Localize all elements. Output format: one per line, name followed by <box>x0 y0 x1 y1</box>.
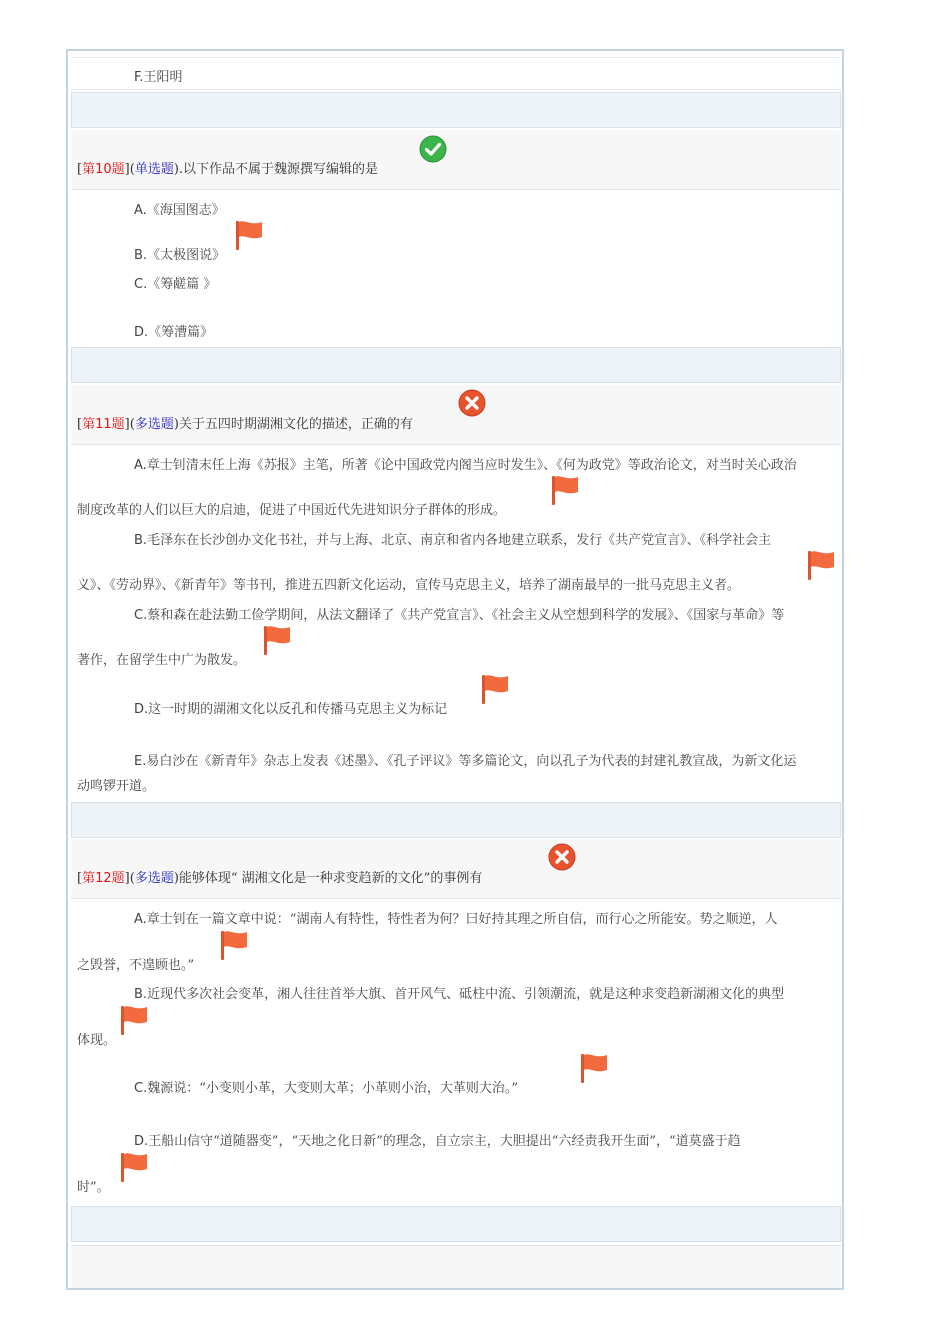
option-b[interactable]: B.《太极图说》 <box>134 248 226 263</box>
option-a[interactable]: A.《海国图志》 <box>134 203 225 218</box>
option-text: 王阳明 <box>143 70 183 85</box>
check-circle-icon <box>419 135 447 163</box>
option-a-line2: 之毁誉，不遑顾也。” <box>77 958 195 973</box>
separator-band <box>71 1206 841 1242</box>
question-number: 第10题 <box>82 162 125 177</box>
separator-band <box>71 92 841 128</box>
question-type: 多选题 <box>134 871 174 886</box>
option-a-line2: 制度改革的人们以巨大的启迪，促进了中国近代先进知识分子群体的形成。 <box>77 503 507 518</box>
option-d-line1[interactable]: D.王船山信守“道随器变”，“天地之化日新”的理念，自立宗主，大胆提出“六经责我开生面”，“道莫盛于趋 <box>134 1134 741 1149</box>
divider <box>71 89 841 90</box>
question-title: [第12题](多选题)能够体现“ 湖湘文化是一种求变趋新的文化”的事例有 <box>77 871 483 886</box>
page-frame <box>66 49 844 1290</box>
flag-icon[interactable] <box>480 673 510 705</box>
question-type: 多选题 <box>134 417 174 432</box>
question-text: 能够体现“ 湖湘文化是一种求变趋新的文化”的事例有 <box>178 871 483 886</box>
option-c-line2: 著作，在留学生中广为散发。 <box>77 653 247 668</box>
option-b-line1[interactable]: B.毛泽东在长沙创办文化书社，并与上海、北京、南京和省内各地建立联系，发行《共产党宣言》、《科学社会主 <box>134 533 772 548</box>
flag-icon[interactable] <box>262 624 292 656</box>
flag-icon[interactable] <box>119 1151 149 1183</box>
question-title: [第11题](多选题)关于五四时期湖湘文化的描述，正确的有 <box>77 417 413 432</box>
separator-band <box>71 802 841 838</box>
question-text: 关于五四时期湖湘文化的描述，正确的有 <box>178 417 413 432</box>
flag-icon[interactable] <box>579 1052 609 1084</box>
option-b-line1[interactable]: B.近现代多次社会变革，湘人往往首举大旗、首开风气、砥柱中流、引领潮流，就是这种求变趋新湖湘文化的典型 <box>134 987 785 1002</box>
question-text: 以下作品不属于魏源撰写编辑的是 <box>183 162 379 177</box>
x-circle-icon <box>458 389 486 417</box>
option-c-line1[interactable]: C.魏源说：“小变则小革，大变则大革；小革则小治，大革则大治。” <box>134 1081 519 1096</box>
option-a-line1[interactable]: A.章士钊清末任上海《苏报》主笔，所著《论中国政党内阁当应时发生》、《何为政党》等政治论文，对当时关心政治 <box>134 458 797 473</box>
option-b-line2: 义》、《劳动界》、《新青年》等书刊，推进五四新文化运动，宣传马克思主义，培养了湖南最早的一批马克思主义者。 <box>77 578 741 593</box>
question-header-10 <box>71 130 841 190</box>
option-c[interactable]: C.《筹鹾篇 》 <box>134 277 217 292</box>
x-circle-icon <box>548 843 576 871</box>
option-d-line1[interactable]: D.这一时期的湖湘文化以反孔和传播马克思主义为标记 <box>134 702 448 717</box>
option-e-line2: 动鸣锣开道。 <box>77 779 156 794</box>
question-header-11 <box>71 385 841 445</box>
separator-band <box>71 347 841 383</box>
divider <box>71 57 841 58</box>
question-number: 第11题 <box>82 417 125 432</box>
question-header-12 <box>71 839 841 899</box>
option-c-line1[interactable]: C.蔡和森在赴法勤工俭学期间，从法文翻译了《共产党宣言》、《社会主义从空想到科学的发展》、《国家与革命》等 <box>134 608 785 623</box>
question-type: 单选题 <box>134 162 174 177</box>
question-title: [第10题](单选题).以下作品不属于魏源撰写编辑的是 <box>77 162 379 177</box>
flag-icon[interactable] <box>219 929 249 961</box>
footer-area <box>71 1245 841 1288</box>
option-d-line2: 时”。 <box>77 1180 110 1195</box>
flag-icon[interactable] <box>119 1004 149 1036</box>
option-d[interactable]: D.《筹漕篇》 <box>134 325 214 340</box>
option-e-line1[interactable]: E.易白沙在《新青年》杂志上发表《述墨》、《孔子评议》等多篇论文，向以孔子为代表的封建礼教宣战，为新文化运 <box>134 754 797 769</box>
option-a-line1[interactable]: A.章士钊在一篇文章中说：“湖南人有特性，特性者为何？曰好持其理之所自信，而行心之所能安。势之顺逆，人 <box>134 912 778 927</box>
flag-icon[interactable] <box>806 549 836 581</box>
flag-icon[interactable] <box>234 219 264 251</box>
option-f-prev[interactable] <box>134 66 183 85</box>
option-letter: F. <box>134 70 144 85</box>
question-number: 第12题 <box>82 871 125 886</box>
option-b-line2: 体现。 <box>77 1033 117 1048</box>
flag-icon[interactable] <box>550 474 580 506</box>
